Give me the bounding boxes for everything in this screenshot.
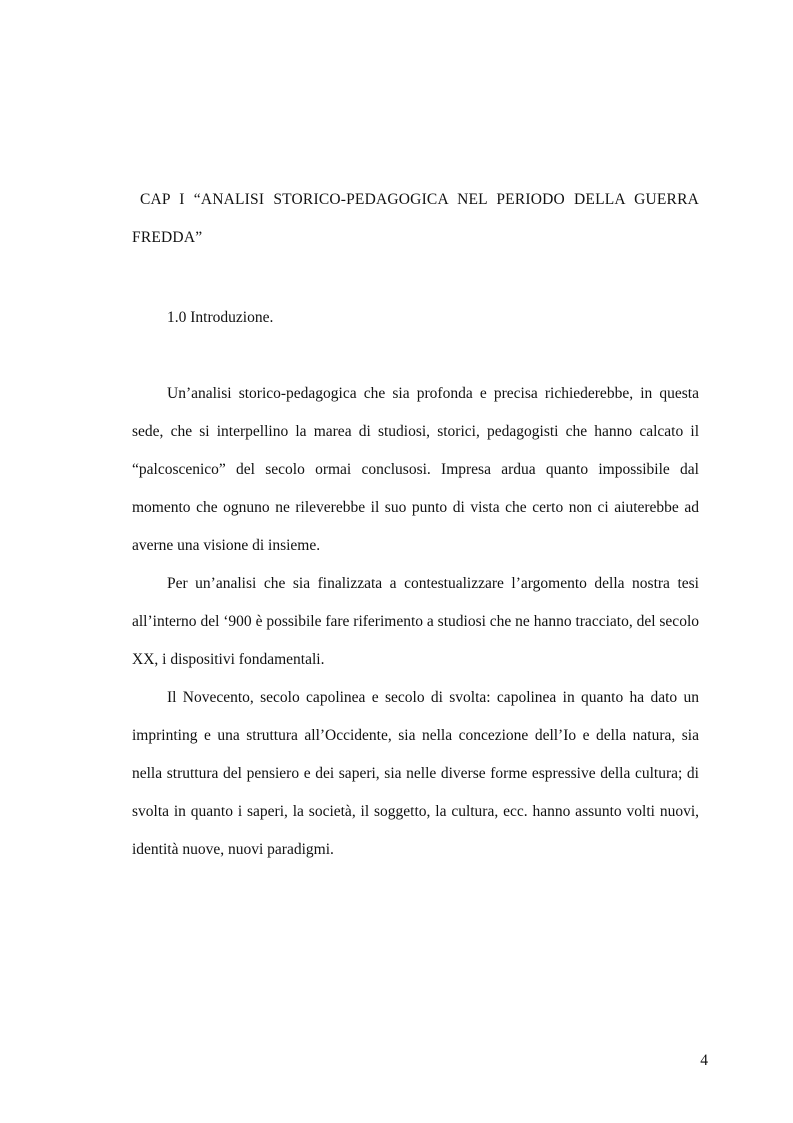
paragraph-2: Per un’analisi che sia finalizzata a contestualizzare l’argomento della nostra tesi all’interno del ‘900 è possibile fare riferimento a studiosi che ne hanno tracciato, del secolo XX, i dispositivi fondamentali. bbox=[132, 575, 699, 668]
chapter-title: CAP I “ANALISI STORICO-PEDAGOGICA NEL PERIODO DELLA GUERRA FREDDA” bbox=[132, 191, 699, 246]
page-number: 4 bbox=[700, 1052, 708, 1069]
body-text bbox=[132, 375, 699, 869]
paragraph-3: Il Novecento, secolo capolinea e secolo di svolta: capolinea in quanto ha dato un imprinting e una struttura all’Occidente, sia nella concezione dell’Io e della natura, sia nella struttura del pensiero e dei saperi, sia nelle diverse forme espressive della cultura; di svolta in quanto i saperi, la società, il soggetto, la cultura, ecc. hanno assunto volti nuovi, identità nuove, nuovi paradigmi. bbox=[132, 689, 699, 858]
paragraph-1: Un’analisi storico-pedagogica che sia profonda e precisa richiederebbe, in questa sede, che si interpellino la marea di studiosi, storici, pedagogisti che hanno calcato il “palcoscenico” del secolo ormai conclusosi. Impresa ardua quanto impossibile dal momento che ognuno ne rileverebbe il suo punto di vista che certo non ci aiuterebbe ad averne una visione di insieme. bbox=[132, 385, 699, 554]
section-heading: 1.0 Introduzione. bbox=[167, 309, 274, 326]
